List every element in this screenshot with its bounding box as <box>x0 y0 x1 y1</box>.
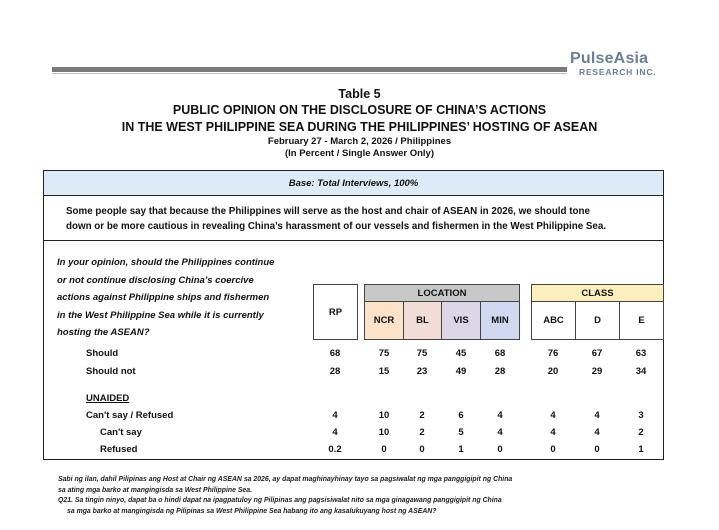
table-number: Table 5 <box>338 87 381 101</box>
row-value: 76 <box>547 348 559 359</box>
header-rule <box>52 67 567 72</box>
question-line: in the West Philippine Sea while it is currently <box>57 309 264 321</box>
row-value: 4 <box>332 410 338 421</box>
row-value: 5 <box>458 427 464 438</box>
row-value: 0 <box>550 444 556 455</box>
intro-line: down or be more cautious in revealing China’s harassment of our vessels and fishermen in the West Philippine Sea. <box>66 221 607 232</box>
row-value: 4 <box>497 427 503 438</box>
table-heading <box>0 86 719 160</box>
row-value: 0 <box>594 444 600 455</box>
row-value: 1 <box>458 444 464 455</box>
question-line: In your opinion, should the Philippines continue <box>57 257 275 268</box>
col-header-bl: BL <box>403 301 442 340</box>
row-label: Should <box>86 348 119 359</box>
row-value: 68 <box>494 348 506 359</box>
row-value: 10 <box>378 427 390 438</box>
row-value: 75 <box>416 348 428 359</box>
row-value: 63 <box>635 348 647 359</box>
row-label: Refused <box>100 444 138 455</box>
row-value: 10 <box>378 410 390 421</box>
survey-dates: February 27 - March 2, 2026 / Philippines <box>267 136 452 147</box>
row-value: 49 <box>455 366 467 377</box>
table-row <box>0 424 719 441</box>
row-value: 68 <box>329 348 341 359</box>
row-value: 75 <box>378 348 390 359</box>
table-row <box>0 363 719 380</box>
footnote <box>58 475 678 517</box>
intro-line: Some people say that because the Philippines will serve as the host and chair of ASEAN in 2026, we should tone <box>66 206 590 217</box>
col-header-ncr: NCR <box>364 301 404 340</box>
row-value: 0.2 <box>328 444 342 455</box>
table-row <box>0 345 719 362</box>
row-label: Can't say / Refused <box>86 410 174 421</box>
row-value: 0 <box>381 444 387 455</box>
question-text <box>57 254 307 342</box>
row-value: 1 <box>638 444 644 455</box>
row-value: 28 <box>329 366 341 377</box>
row-value: 0 <box>497 444 503 455</box>
row-value: 23 <box>416 366 428 377</box>
footnote-line: Q21. Sa tingin ninyo, dapat ba o hindi dapat na ipagpatuloy ng Pilipinas ang pagsisiwalat nito sa mga ginagawang panggigipit ng China <box>58 497 502 504</box>
table-row <box>0 407 719 424</box>
row-value: 0 <box>419 444 425 455</box>
survey-note: (In Percent / Single Answer Only) <box>284 148 435 159</box>
row-value: 15 <box>378 366 390 377</box>
row-value: 28 <box>494 366 506 377</box>
row-value: 6 <box>458 410 464 421</box>
row-value: 20 <box>547 366 559 377</box>
logo-subtitle: RESEARCH INC. <box>579 67 657 77</box>
row-value: 2 <box>419 427 425 438</box>
col-header-min: MIN <box>480 301 520 340</box>
table-row <box>0 441 719 458</box>
row-value: 45 <box>455 348 467 359</box>
row-label: Can't say <box>100 427 142 438</box>
row-value: 2 <box>419 410 425 421</box>
row-value: 4 <box>497 410 503 421</box>
header-rule-thin <box>52 73 567 74</box>
row-value: 4 <box>594 410 600 421</box>
row-value: 67 <box>591 348 603 359</box>
question-line: or not continue disclosing China’s coercive <box>57 274 254 286</box>
col-header-rp: RP <box>313 284 358 340</box>
logo-wordmark: PulseAsia <box>570 50 649 67</box>
footnote-line: Sabi ng ilan, dahil Pilipinas ang Host at Chair ng ASEAN sa 2026, ay dapat maghinayhinay tayo sa pagsiwalat ng mga panggigipit ng China <box>58 476 513 483</box>
row-value: 4 <box>550 410 556 421</box>
row-label: UNAIDED <box>86 393 130 404</box>
col-group-location: LOCATION <box>364 284 520 302</box>
table-title-line2: IN THE WEST PHILIPPINE SEA DURING THE PHILIPPINES’ HOSTING OF ASEAN <box>121 120 598 134</box>
row-value: 29 <box>591 366 603 377</box>
footnote-line: sa ating mga barko at mangingisda sa West Philippine Sea. <box>58 486 253 494</box>
table-title-line1: PUBLIC OPINION ON THE DISCLOSURE OF CHINA’S ACTIONS <box>172 103 547 117</box>
pulseasia-logo <box>570 51 682 83</box>
question-line: hosting the ASEAN? <box>57 327 150 338</box>
col-group-class: CLASS <box>531 284 664 302</box>
row-value: 4 <box>332 427 338 438</box>
row-value: 4 <box>550 427 556 438</box>
row-value: 34 <box>635 366 647 377</box>
footnote-line: sa mga barko at mangingisda ng Pilipinas sa West Philippine Sea habang ito ang kasalukuyang host ng ASEAN? <box>67 507 437 515</box>
base-banner: Base: Total Interviews, 100% <box>44 171 663 196</box>
row-value: 3 <box>638 410 644 421</box>
table-row <box>0 390 719 407</box>
question-line: actions against Philippine ships and fishermen <box>57 292 270 303</box>
row-value: 4 <box>594 427 600 438</box>
col-header-d: D <box>575 301 620 340</box>
row-value: 2 <box>638 427 644 438</box>
intro-statement <box>44 196 663 241</box>
col-header-abc: ABC <box>531 301 576 340</box>
col-header-e: E <box>619 301 664 340</box>
row-label: Should not <box>86 366 136 377</box>
col-header-vis: VIS <box>441 301 481 340</box>
